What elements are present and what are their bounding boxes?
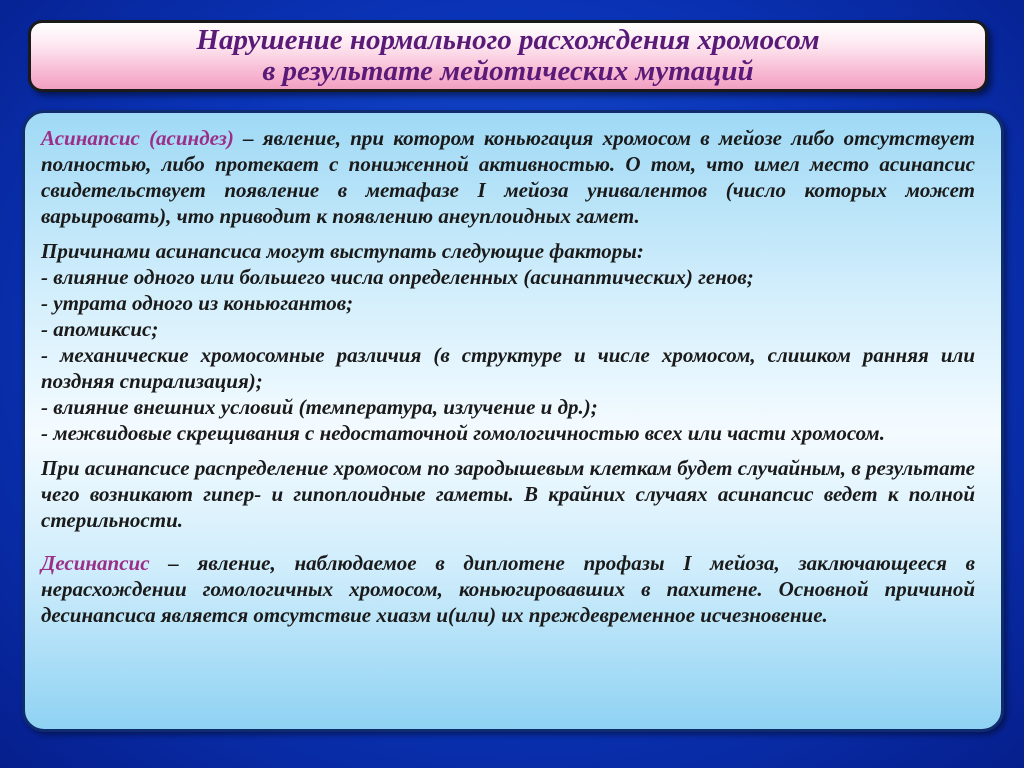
causes-item: - механические хромосомные различия (в структуре и числе хромосом, слишком ранняя или поздняя спирализация); (41, 343, 975, 393)
causes-item: - апомиксис; (41, 317, 159, 341)
desynapsis-term: Десинапсис (41, 551, 150, 575)
causes-item: - влияние внешних условий (температура, излучение и др.); (41, 395, 598, 419)
causes-item: - влияние одного или большего числа определенных (асинаптических) генов; (41, 265, 754, 289)
causes-item: - межвидовые скрещивания с недостаточной гомологичностью всех или части хромосом. (41, 421, 885, 445)
slide-title-line-1: Нарушение нормального расхождения хромосом (196, 24, 820, 56)
slide-title-banner (28, 20, 988, 92)
causes-heading: Причинами асинапсиса могут выступать следующие факторы: (41, 239, 644, 263)
desynapsis-paragraph (41, 550, 975, 628)
asynapsis-definition: – явление, при котором коньюгация хромосом в мейозе либо отсутствует полностью, либо протекает с пониженной активностью. О том, что имел место асинапсис свидетельствует появление в метафазе I мейоза унивалентов (число которых может варьировать), что приводит к появлению анеуплоидных гамет. (41, 126, 975, 228)
distribution-paragraph: При асинапсисе распределение хромосом по зародышевым клеткам будет случайным, в результате чего возникают гипер- и гипоплоидные гаметы. В крайних случаях асинапсис ведет к полной стерильности. (41, 456, 975, 532)
asynapsis-term: Асинапсис (асиндез) (41, 126, 234, 150)
slide-title-line-2: в результате мейотических мутаций (262, 55, 754, 87)
asynapsis-paragraph (41, 125, 975, 229)
causes-item: - утрата одного из коньюгантов; (41, 291, 354, 315)
causes-list (41, 264, 975, 446)
desynapsis-definition: – явление, наблюдаемое в диплотене профазы I мейоза, заключающееся в нерасхождении гомологичных хромосом, коньюгировавших в пахитене. Основной причиной десинапсиса является отсутствие хиазм и(или) их преждевременное исчезновение. (41, 551, 975, 627)
content-panel (22, 110, 1004, 732)
